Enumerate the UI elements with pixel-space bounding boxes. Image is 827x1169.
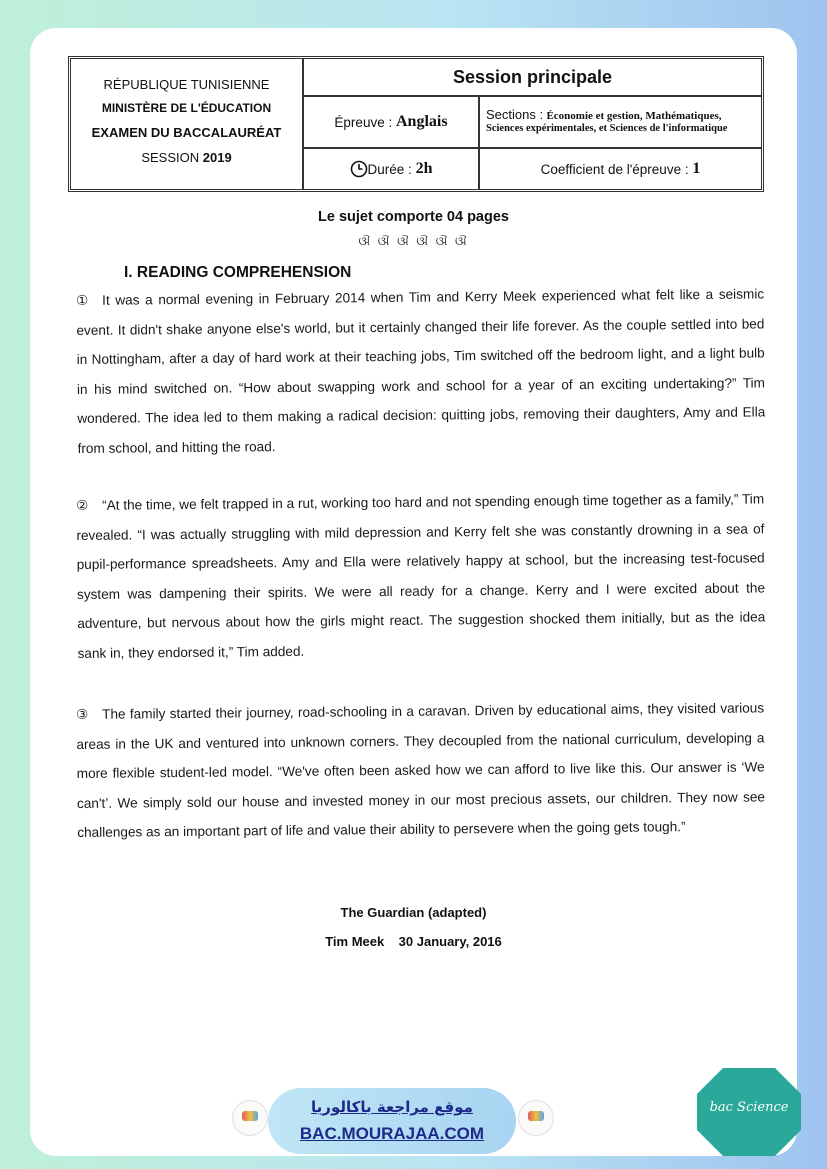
- coefficient-label: Coefficient de l'épreuve :: [540, 161, 689, 177]
- pages-note: Le sujet comporte 04 pages: [318, 209, 509, 225]
- paragraph-2: [76, 484, 766, 668]
- site-banner[interactable]: [268, 1088, 516, 1154]
- epreuve-value: Anglais: [395, 113, 448, 130]
- paragraph-marker: ②: [76, 497, 89, 513]
- source-credit: The Guardian (adapted): [340, 905, 487, 920]
- badge-text: bac Science: [709, 1100, 789, 1115]
- sections-cell: [480, 97, 761, 147]
- duree-value: 2h: [415, 160, 433, 177]
- sections-line2: Sciences expérimentales, et Sciences de l'informatique: [486, 123, 728, 134]
- site-url-link[interactable]: BAC.MOURAJAA.COM: [299, 1124, 485, 1143]
- session-line: [71, 150, 302, 165]
- site-name-arabic[interactable]: موقع مراجعة باكالوريا: [311, 1098, 473, 1116]
- duree-label: Durée :: [367, 161, 412, 177]
- author-date: Tim Meek 30 January, 2016: [325, 934, 502, 949]
- session-year: 2019: [202, 150, 232, 165]
- country-name: RÉPUBLIQUE TUNISIENNE: [103, 77, 270, 92]
- ornament-divider: ଔ ଔ ଔ ଔ ଔ ଔ: [358, 234, 469, 248]
- paragraph-text: It was a normal evening in February 2014 when Tim and Kerry Meek experienced what felt like a seismic event. It didn't shake anyone else's world, but it certainly changed their life forever. As the couple settled into bed in Nottingham, after a day of hard work at their teaching jobs, Tim switched off the bedroom light, and a light bulb in his mind switched on. “How about swapping work and school for a year of an exciting undertaking?” Tim wondered. The idea led to them making a radical decision: quitting jobs, removing their daughters, Amy and Ella from school, and hitting the road.: [76, 286, 766, 456]
- paragraph-1: [76, 279, 766, 463]
- header-middle-row: [304, 97, 761, 149]
- bac-science-badge: [695, 1066, 803, 1158]
- session-type: Session principale: [304, 59, 761, 97]
- site-logo-icon: [232, 1100, 268, 1136]
- paragraph-text: The family started their journey, road-schooling in a caravan. Driven by educational aims, they visited various areas in the UK and ventured into unknown corners. They decoupled from the national curriculum, developing a more flexible student-led model. “We've often been asked how we can afford to live like this. Our answer is ‘We can't’. We simply sold our house and invested money in our most precious assets, our children. They now see challenges as an important part of life and value their ability to persevere when the going gets tough.”: [76, 700, 766, 840]
- epreuve-cell: [304, 97, 480, 147]
- coefficient-cell: [480, 149, 761, 189]
- paragraph-3: [76, 693, 765, 847]
- exam-header-table: [68, 56, 764, 192]
- paragraph-marker: ③: [76, 706, 89, 722]
- header-bottom-row: [304, 149, 761, 189]
- site-logo-icon: [518, 1100, 554, 1136]
- header-left-cell: [71, 59, 304, 189]
- sections-line1: Économie et gestion, Mathématiques,: [546, 110, 722, 122]
- paragraph-text: “At the time, we felt trapped in a rut, working too hard and not spending enough time together as a family,” Tim revealed. “I was actually struggling with mild depression and Kerry felt she was constantly drowning in a sea of pupil-performance spreadsheets. Amy and Ella were relatively happy at school, but the increasing test-focused system was dampening their spirits. We were all ready for a change. Kerry and I were excited about the adventure, but nervous about how the girls might react. The suggestion shocked them initially, but as the idea sank in, they endorsed it,” Tim added.: [76, 491, 766, 661]
- epreuve-label: Épreuve :: [334, 114, 393, 130]
- coefficient-value: 1: [692, 160, 701, 177]
- paragraph-marker: ①: [76, 292, 89, 308]
- sections-label: Sections :: [486, 107, 544, 122]
- clock-icon: [350, 160, 368, 178]
- exam-name: EXAMEN DU BACCALAURÉAT: [91, 125, 282, 140]
- ministry-name: MINISTÈRE DE L'ÉDUCATION: [101, 101, 272, 115]
- session-label: SESSION: [141, 150, 200, 165]
- duree-cell: [304, 149, 480, 189]
- section-title: I. READING COMPREHENSION: [124, 264, 352, 281]
